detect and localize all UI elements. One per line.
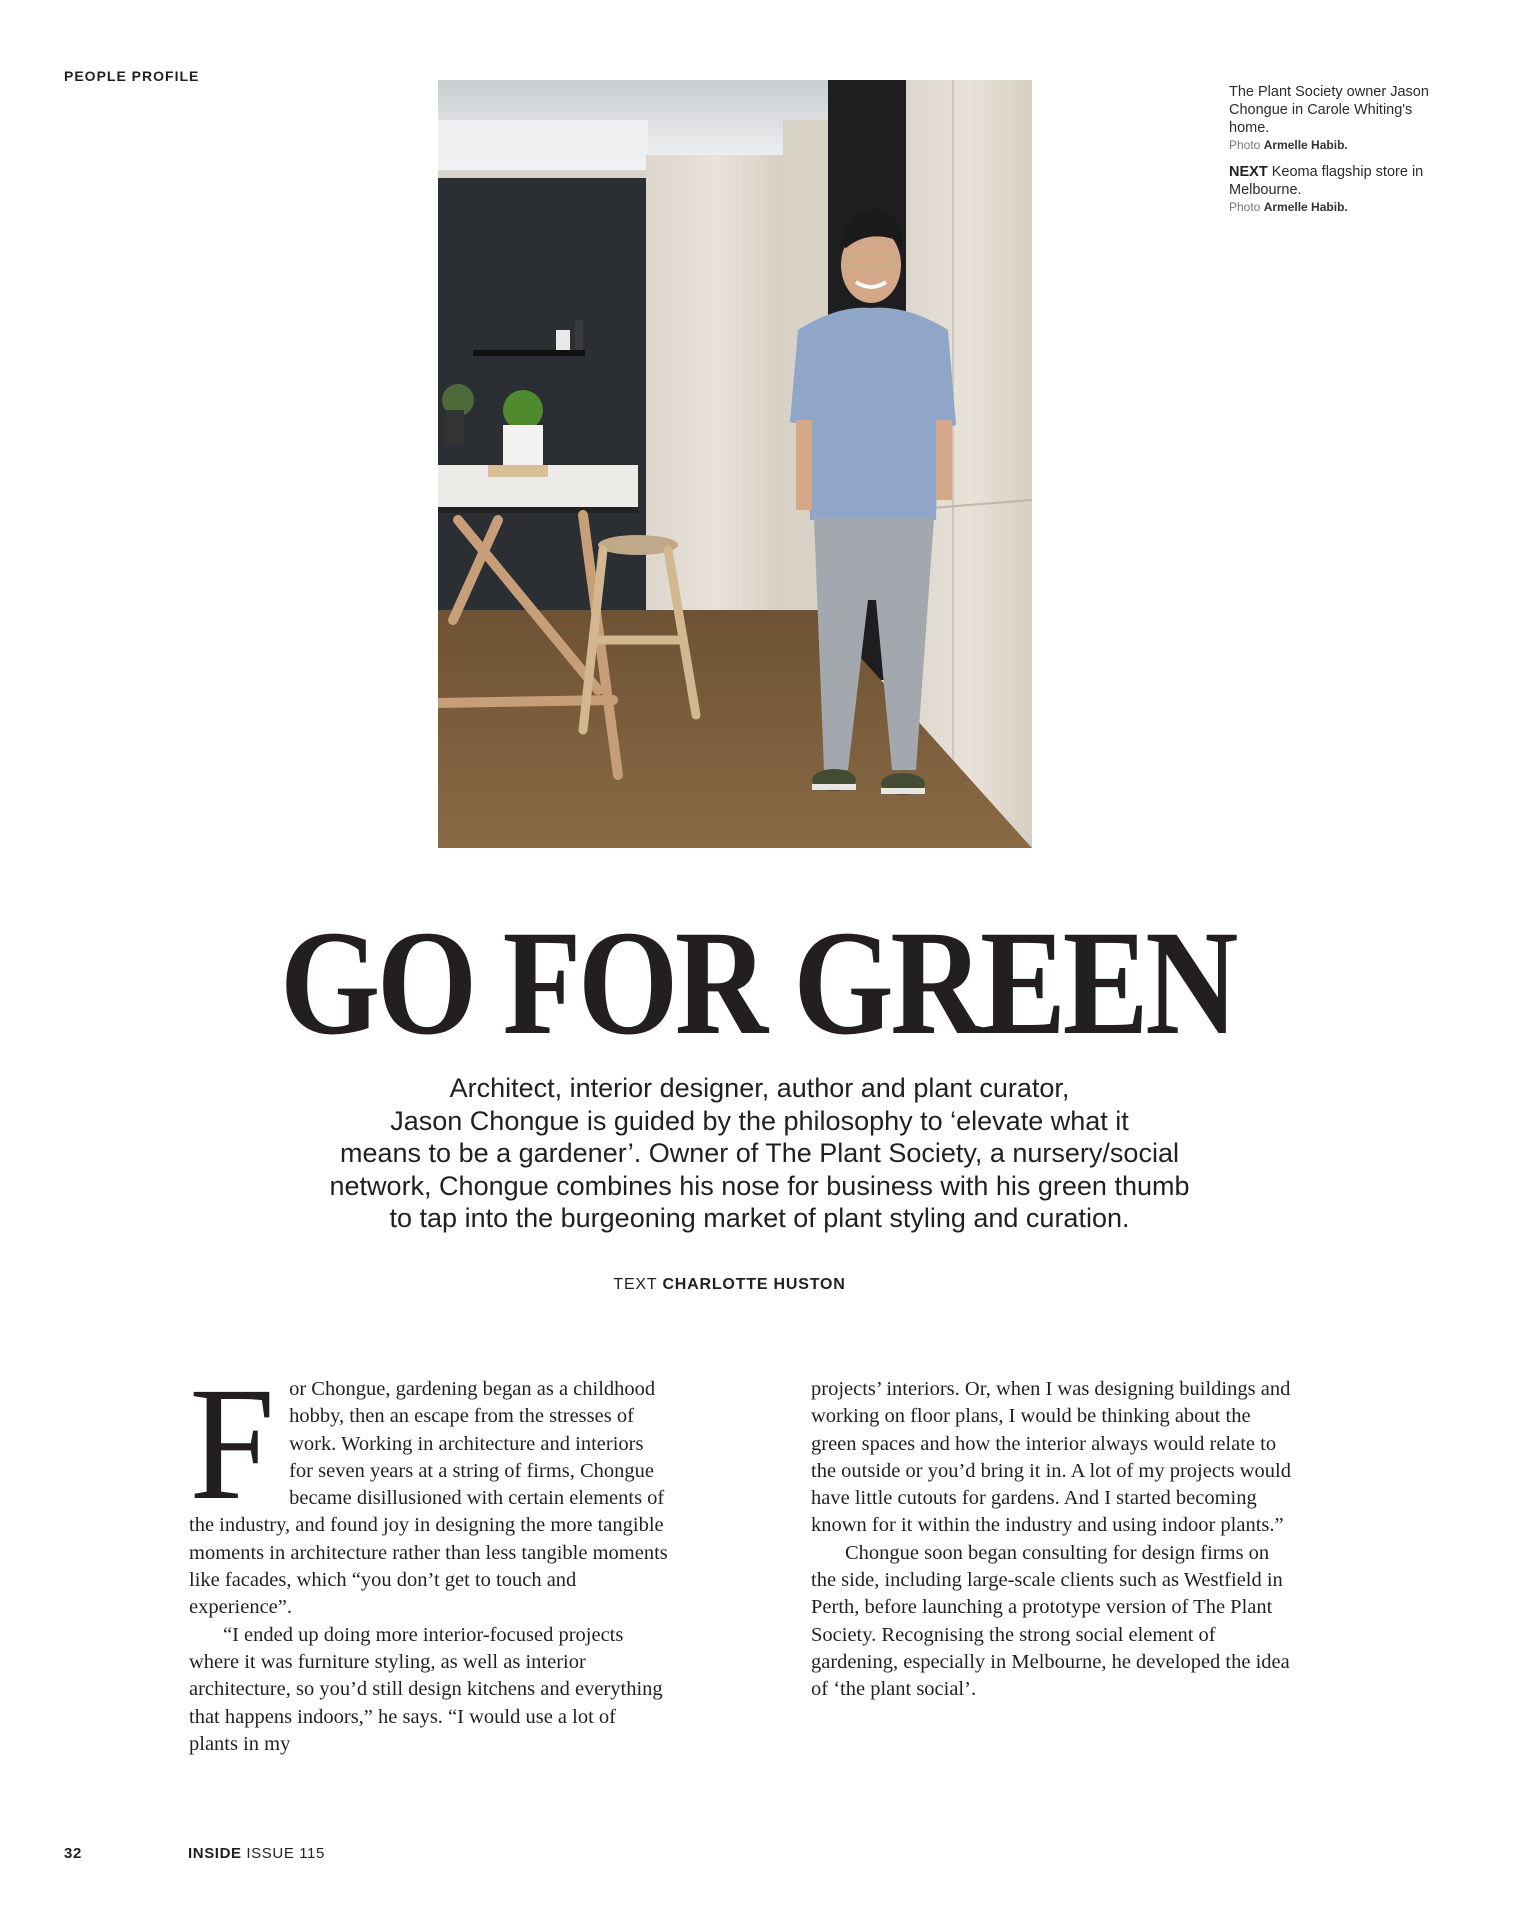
body-paragraph: projects’ interiors. Or, when I was designing buildings and working on floor plans, I would be thinking about the green spaces and how the interior always would relate to the outside or you’d bring it in. A lot of my projects would have little cutouts for gardens. And I started becoming known for it within the industry and using indoor plants.”	[811, 1378, 1291, 1537]
body-paragraph: For Chongue, gardening began as a childhood hobby, then an escape from the stresses of work. Working in architecture and interiors for seven years at a string of firms, Chongue became disillusioned with certain elements of the industry, and found joy in designing the more tangible moments in architecture rather than less tangible moments like facades, which “you don’t get to touch and experience”.	[189, 1355, 668, 1619]
drop-cap: F	[189, 1355, 275, 1534]
profile-photo	[438, 80, 1032, 848]
caption-next-credit: Photo Armelle Habib.	[1229, 200, 1348, 214]
photo-caption	[1229, 83, 1429, 225]
article-column-right	[811, 1376, 1291, 1704]
body-paragraph: Chongue soon began consulting for design firms on the side, including large-scale clients such as Westfield in Perth, before launching a prototype version of The Plant Society. Recognising the strong social element of gardening, especially in Melbourne, he developed the idea of ‘the plant social’.	[811, 1541, 1290, 1701]
page-number: 32	[64, 1845, 82, 1862]
standfirst-line: Jason Chongue is guided by the philosophy to ‘elevate what it	[390, 1105, 1129, 1136]
issue-number: ISSUE 115	[246, 1845, 325, 1862]
caption-next-text: Keoma flagship store in Melbourne.	[1229, 164, 1424, 198]
caption-main-credit: Photo Armelle Habib.	[1229, 138, 1348, 152]
byline-author: CHARLOTTE HUSTON	[662, 1276, 846, 1293]
magazine-folio	[188, 1845, 325, 1862]
section-label: PEOPLE PROFILE	[64, 68, 200, 84]
standfirst-line: Architect, interior designer, author and plant curator,	[449, 1073, 1070, 1103]
caption-main	[1229, 83, 1429, 153]
article-column-left	[189, 1355, 669, 1758]
caption-main-text: The Plant Society owner Jason Chongue in Carole Whiting's home.	[1229, 84, 1429, 136]
byline-prefix: TEXT	[613, 1276, 658, 1293]
standfirst-line: to tap into the burgeoning market of plant styling and curation.	[389, 1203, 1130, 1233]
byline	[0, 1276, 1459, 1294]
photo-illustration	[438, 80, 1032, 848]
magazine-name: INSIDE	[188, 1845, 242, 1862]
standfirst-line: means to be a gardener’. Owner of The Plant Society, a nursery/social	[340, 1138, 1179, 1168]
standfirst-line: network, Chongue combines his nose for business with his green thumb	[329, 1170, 1190, 1201]
body-paragraph: “I ended up doing more interior-focused projects where it was furniture styling, as well as interior architecture, so you’d still design kitchens and everything that happens indoors,” he says. “I would use a lot of plants in my	[189, 1623, 663, 1755]
headline: GO FOR GREEN	[279, 900, 1235, 1066]
caption-next-lead: NEXT	[1229, 164, 1268, 180]
standfirst	[200, 1072, 1319, 1235]
caption-next	[1229, 163, 1429, 215]
